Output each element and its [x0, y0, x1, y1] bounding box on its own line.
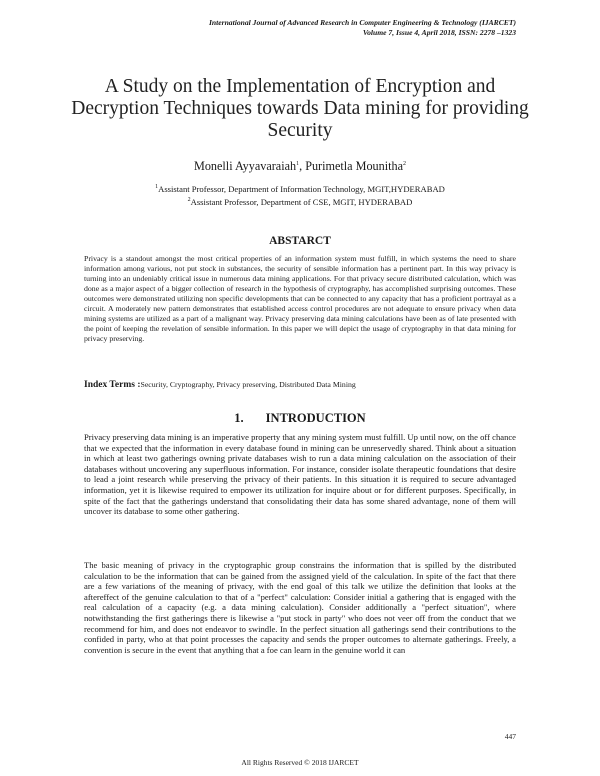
affiliation-2-sup: 2	[187, 196, 191, 203]
author-2-sup: 2	[403, 160, 407, 167]
intro-paragraph-2: The basic meaning of privacy in the cryptographic group constrains the information that is spilled by the distributed calculation to be the information that can be gained from the assigned yield of the calculation. In spite of the fact that there are a few variations of the meaning of privacy, with the end goal of this talk we utilize the definition that looks at the aftereffect of the genuine calculation to that of a "perfect" calculation: Consider initial a gathering that is engaged with the real calculation of a capacity (e.g. a data mining calculation). Consider additionally a "perfect situation", where notwithstanding the first gatherings there is likewise a "put stock in party" who does not veer off from the conduct that we recommend for him, and does not endeavor to swindle. In the perfect situation all gatherings send their contributions to the confided in party, who at that point processes the capacity and sends the proper outcomes to alternate gatherings. Freely, a convention is secure in the event that anything that a foe can learn in the genuine world it can	[84, 560, 516, 655]
index-terms-label: Index Terms :	[84, 380, 141, 390]
affiliation-1-text: Assistant Professor, Department of Information Technology, MGIT,HYDERABAD	[158, 183, 445, 194]
journal-header	[209, 18, 516, 38]
paper-title: A Study on the Implementation of Encryption and Decryption Techniques towards Data mining for providing Security	[71, 76, 529, 141]
abstract-text: Privacy is a standout amongst the most critical properties of an information system must fulfill, in which systems the need to share information among various, not put stock in substances, the security of sensible information has a pertinent part. In this way privacy is turning into an undeniably critical issue in numerous data mining applications. For that privacy secure distributed calculation, which was done as a major aspect of a bigger collection of research in the hypothesis of cryptography, has accomplished surprising outcomes. These outcomes were demonstrated utilizing non specific developments that can be connected to any capacity that has a proficient portrayal as a circuit. A moderately new pattern demonstrates that established access control procedures are not adequate to ensure privacy when data mining systems are utilized as a part of a malignant way. Privacy preserving data mining calculations have been as of late presented with the point of keeping the revelation of sensible information. In this paper we will depict the usage of cryptography in that data mining for privacy preserving.	[84, 254, 516, 343]
index-terms	[84, 380, 524, 390]
section-heading-introduction	[0, 411, 600, 426]
affiliation-1	[0, 182, 600, 195]
intro-paragraph-1: Privacy preserving data mining is an imperative property that any mining system must fulfill. Up until now, on the off chance that we expected that the information in every database found in mining can be unreservedly shared. Think about a situation in which at least two gatherings owning private databases wish to run a data mining calculation on the association of their databases without uncovering any superfluous information. For instance, consider isolate therapeutic foundations that desire to lead a joint research while preserving the privacy of their patients. In this situation it is required to secure advantaged information, yet it is likewise required to empower its utilization for inquire about or for different purposes. Specifically, in spite of the fact that the gatherings understand that consolidating their data has some shared advantage, none of them will uncover its database to some other gathering.	[84, 432, 516, 517]
affiliations	[0, 182, 600, 208]
author-1-sup: 1	[296, 160, 300, 167]
affiliation-1-sup: 1	[155, 184, 159, 190]
index-terms-text: Security, Cryptography, Privacy preserving, Distributed Data Mining	[140, 380, 356, 389]
author-1: Monelli Ayyavaraiah	[193, 159, 297, 173]
affiliation-2-text: Assistant Professor, Department of CSE, MGIT, HYDERABAD	[190, 196, 413, 207]
journal-name: International Journal of Advanced Research in Computer Engineering & Technology (IJARCET)	[208, 18, 516, 27]
author-2: Purimetla Mounitha	[305, 159, 404, 173]
section-title: INTRODUCTION	[265, 411, 366, 425]
author-separator: ,	[299, 159, 306, 173]
journal-volume: Volume 7, Issue 4, April 2018, ISSN: 2278 –1323	[362, 28, 516, 37]
authors	[0, 159, 600, 174]
page-number: 447	[504, 732, 516, 741]
footer-copyright: All Rights Reserved © 2018 IJARCET	[241, 758, 359, 767]
section-number: 1.	[234, 411, 244, 425]
abstract-heading: ABSTARCT	[269, 235, 331, 247]
affiliation-2	[0, 195, 600, 208]
